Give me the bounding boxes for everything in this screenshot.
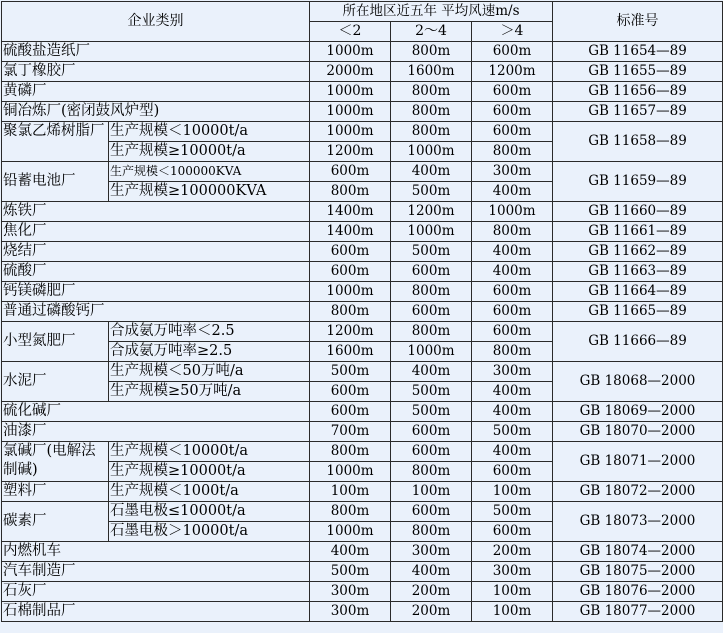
enterprise-name: 铅蓄电池厂 xyxy=(2,162,109,202)
enterprise-name: 石灰厂 xyxy=(2,582,310,602)
distance-value: 800m xyxy=(391,522,472,542)
distance-value: 1000m xyxy=(472,202,553,222)
enterprise-name: 普通过磷酸钙厂 xyxy=(2,302,310,322)
standard-number: GB 11657—89 xyxy=(553,102,723,122)
distance-value: 500m xyxy=(472,502,553,522)
standard-number: GB 11662—89 xyxy=(553,242,723,262)
standard-number: GB 11661—89 xyxy=(553,222,723,242)
wind-range-low: ＜2 xyxy=(310,22,391,42)
distance-value: 300m xyxy=(391,542,472,562)
enterprise-name: 硫酸厂 xyxy=(2,262,310,282)
enterprise-name: 小型氮肥厂 xyxy=(2,322,109,362)
enterprise-name: 烧结厂 xyxy=(2,242,310,262)
sub-condition: 石墨电极≤10000t/a xyxy=(109,502,310,522)
distance-value: 1000m xyxy=(310,282,391,302)
distance-value: 400m xyxy=(472,382,553,402)
distance-value: 600m xyxy=(391,302,472,322)
distance-value: 500m xyxy=(391,182,472,202)
distance-value: 700m xyxy=(310,422,391,442)
sub-condition: 生产规模≥100000KVA xyxy=(109,182,310,202)
table-row xyxy=(2,482,723,502)
standard-number: GB 11656—89 xyxy=(553,82,723,102)
table-row xyxy=(2,62,723,82)
table-row xyxy=(2,422,723,442)
enterprise-name: 硫化碱厂 xyxy=(2,402,310,422)
enterprise-name: 汽车制造厂 xyxy=(2,562,310,582)
table-row xyxy=(2,362,723,382)
header-row-1 xyxy=(2,2,723,22)
table-row xyxy=(2,302,723,322)
distance-value: 800m xyxy=(391,122,472,142)
distance-value: 2000m xyxy=(310,62,391,82)
distance-value: 500m xyxy=(391,242,472,262)
distance-value: 400m xyxy=(472,182,553,202)
standard-number: GB 18075—2000 xyxy=(553,562,723,582)
distance-value: 800m xyxy=(310,182,391,202)
table-row xyxy=(2,542,723,562)
standard-number: GB 18071—2000 xyxy=(553,442,723,482)
distance-value: 400m xyxy=(391,562,472,582)
distance-value: 1400m xyxy=(310,222,391,242)
distance-value: 600m xyxy=(472,42,553,62)
table-row xyxy=(2,442,723,462)
distance-value: 300m xyxy=(310,602,391,622)
standard-number: GB 11663—89 xyxy=(553,262,723,282)
distance-value: 1000m xyxy=(310,42,391,62)
distance-value: 500m xyxy=(391,382,472,402)
distance-value: 100m xyxy=(310,482,391,502)
standard-number: GB 18068—2000 xyxy=(553,362,723,402)
enterprise-name: 黄磷厂 xyxy=(2,82,310,102)
distance-standards-table xyxy=(1,1,723,622)
standard-number: GB 11658—89 xyxy=(553,122,723,162)
distance-value: 400m xyxy=(472,262,553,282)
standard-number: GB 11655—89 xyxy=(553,62,723,82)
table-row xyxy=(2,102,723,122)
standard-number: GB 11660—89 xyxy=(553,202,723,222)
table-row xyxy=(2,402,723,422)
enterprise-name: 铜冶炼厂(密闭鼓风炉型) xyxy=(2,102,310,122)
standard-number: GB 18069—2000 xyxy=(553,402,723,422)
distance-value: 800m xyxy=(391,42,472,62)
distance-value: 400m xyxy=(472,402,553,422)
distance-value: 1200m xyxy=(310,142,391,162)
standard-number: GB 18070—2000 xyxy=(553,422,723,442)
standard-number: GB 18074—2000 xyxy=(553,542,723,562)
table-row xyxy=(2,562,723,582)
distance-value: 600m xyxy=(472,82,553,102)
standard-number: GB 18073—2000 xyxy=(553,502,723,542)
distance-value: 100m xyxy=(472,602,553,622)
table-row xyxy=(2,82,723,102)
wind-range-high: ＞4 xyxy=(472,22,553,42)
distance-value: 800m xyxy=(391,82,472,102)
distance-value: 600m xyxy=(310,242,391,262)
standard-number: GB 18072—2000 xyxy=(553,482,723,502)
table-row xyxy=(2,202,723,222)
distance-value: 800m xyxy=(310,442,391,462)
distance-value: 600m xyxy=(472,522,553,542)
table-row xyxy=(2,122,723,142)
distance-value: 400m xyxy=(472,442,553,462)
table-row xyxy=(2,502,723,522)
distance-value: 1200m xyxy=(472,62,553,82)
sub-condition: 生产规模≥10000t/a xyxy=(109,142,310,162)
standard-number: GB 11654—89 xyxy=(553,42,723,62)
distance-value: 200m xyxy=(391,602,472,622)
distance-value: 600m xyxy=(391,422,472,442)
distance-value: 600m xyxy=(391,502,472,522)
distance-value: 1000m xyxy=(391,222,472,242)
enterprise-name: 石棉制品厂 xyxy=(2,602,310,622)
distance-value: 800m xyxy=(472,342,553,362)
distance-value: 400m xyxy=(310,542,391,562)
sub-condition: 生产规模＜50万吨/a xyxy=(109,362,310,382)
distance-value: 500m xyxy=(310,562,391,582)
distance-value: 200m xyxy=(472,542,553,562)
distance-value: 800m xyxy=(391,102,472,122)
distance-value: 600m xyxy=(472,102,553,122)
table-row xyxy=(2,222,723,242)
distance-value: 400m xyxy=(391,362,472,382)
table-row xyxy=(2,42,723,62)
sub-condition: 合成氨万吨率＜2.5 xyxy=(109,322,310,342)
distance-value: 1200m xyxy=(391,202,472,222)
sub-condition: 生产规模≥50万吨/a xyxy=(109,382,310,402)
distance-value: 800m xyxy=(391,462,472,482)
distance-value: 600m xyxy=(391,262,472,282)
distance-value: 600m xyxy=(391,442,472,462)
enterprise-name: 钙镁磷肥厂 xyxy=(2,282,310,302)
distance-value: 1000m xyxy=(310,82,391,102)
enterprise-name: 炼铁厂 xyxy=(2,202,310,222)
distance-value: 1000m xyxy=(310,122,391,142)
distance-value: 300m xyxy=(472,562,553,582)
distance-value: 1000m xyxy=(391,342,472,362)
enterprise-name: 碳素厂 xyxy=(2,502,109,542)
sub-condition: 生产规模＜10000t/a xyxy=(109,442,310,462)
enterprise-name: 氯碱厂(电解法制碱) xyxy=(2,442,109,482)
table-row xyxy=(2,322,723,342)
distance-value: 1000m xyxy=(310,102,391,122)
category-header: 企业类别 xyxy=(2,2,310,42)
table-row xyxy=(2,242,723,262)
distance-value: 300m xyxy=(472,362,553,382)
distance-value: 1600m xyxy=(310,342,391,362)
enterprise-name: 内燃机车 xyxy=(2,542,310,562)
enterprise-name: 硫酸盐造纸厂 xyxy=(2,42,310,62)
distance-value: 1200m xyxy=(310,322,391,342)
sub-condition: 生产规模＜10000t/a xyxy=(109,122,310,142)
sub-condition: 合成氨万吨率≥2.5 xyxy=(109,342,310,362)
enterprise-name: 水泥厂 xyxy=(2,362,109,402)
distance-value: 600m xyxy=(472,322,553,342)
wind-speed-header: 所在地区近五年 平均风速m/s xyxy=(310,2,553,22)
distance-value: 200m xyxy=(391,582,472,602)
distance-value: 600m xyxy=(472,462,553,482)
sub-condition: 石墨电极＞10000t/a xyxy=(109,522,310,542)
standard-number: GB 18076—2000 xyxy=(553,582,723,602)
distance-value: 600m xyxy=(472,122,553,142)
distance-value: 100m xyxy=(472,482,553,502)
enterprise-name: 塑料厂 xyxy=(2,482,109,502)
distance-value: 300m xyxy=(310,582,391,602)
enterprise-name: 氯丁橡胶厂 xyxy=(2,62,310,82)
distance-value: 400m xyxy=(472,242,553,262)
table-row xyxy=(2,282,723,302)
sub-condition: 生产规模≥10000t/a xyxy=(109,462,310,482)
distance-value: 600m xyxy=(310,262,391,282)
distance-value: 800m xyxy=(472,142,553,162)
distance-value: 600m xyxy=(472,302,553,322)
distance-value: 1000m xyxy=(310,522,391,542)
distance-value: 1000m xyxy=(310,462,391,482)
table-row xyxy=(2,582,723,602)
distance-value: 300m xyxy=(472,162,553,182)
sub-condition: 生产规模＜100000KVA xyxy=(109,162,310,182)
wind-range-mid: 2～4 xyxy=(391,22,472,42)
distance-value: 500m xyxy=(472,422,553,442)
standard-number: GB 11666—89 xyxy=(553,322,723,362)
distance-value: 800m xyxy=(310,302,391,322)
distance-value: 600m xyxy=(472,282,553,302)
standard-number: GB 11664—89 xyxy=(553,282,723,302)
distance-value: 800m xyxy=(310,502,391,522)
distance-value: 800m xyxy=(472,222,553,242)
distance-value: 500m xyxy=(391,402,472,422)
enterprise-name: 聚氯乙烯树脂厂 xyxy=(2,122,109,162)
enterprise-name: 油漆厂 xyxy=(2,422,310,442)
distance-value: 800m xyxy=(391,282,472,302)
table-row xyxy=(2,262,723,282)
distance-value: 100m xyxy=(391,482,472,502)
distance-value: 1600m xyxy=(391,62,472,82)
distance-value: 600m xyxy=(310,402,391,422)
distance-value: 600m xyxy=(310,162,391,182)
enterprise-name: 焦化厂 xyxy=(2,222,310,242)
standard-header: 标准号 xyxy=(553,2,723,42)
distance-value: 400m xyxy=(391,162,472,182)
table-row xyxy=(2,602,723,622)
standard-number: GB 11665—89 xyxy=(553,302,723,322)
distance-value: 1400m xyxy=(310,202,391,222)
table-row xyxy=(2,162,723,182)
standard-number: GB 11659—89 xyxy=(553,162,723,202)
standard-number: GB 18077—2000 xyxy=(553,602,723,622)
distance-value: 600m xyxy=(310,382,391,402)
sub-condition: 生产规模＜1000t/a xyxy=(109,482,310,502)
distance-value: 800m xyxy=(391,322,472,342)
distance-value: 1000m xyxy=(391,142,472,162)
distance-value: 100m xyxy=(472,582,553,602)
distance-value: 500m xyxy=(310,362,391,382)
